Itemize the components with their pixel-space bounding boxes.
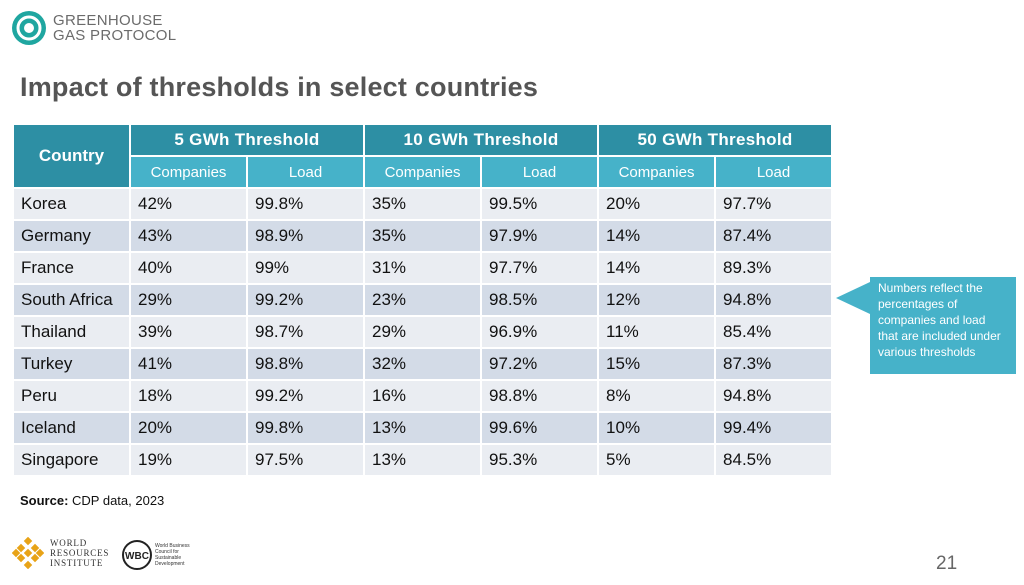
value-cell: 32% [364, 348, 481, 380]
value-cell: 94.8% [715, 284, 832, 316]
table-row [13, 252, 832, 284]
wri-logo [12, 537, 109, 569]
value-cell: 99.6% [481, 412, 598, 444]
subheader-load: Load [481, 156, 598, 188]
wri-line-2: RESOURCES [50, 548, 110, 558]
value-cell: 12% [598, 284, 715, 316]
country-cell: Iceland [13, 412, 130, 444]
value-cell: 95.3% [481, 444, 598, 476]
wbcsd-mark-text: WBC [125, 551, 149, 562]
value-cell: 39% [130, 316, 247, 348]
source-label: Source: [20, 493, 69, 508]
wri-line-3: INSTITUTE [50, 558, 104, 568]
value-cell: 43% [130, 220, 247, 252]
value-cell: 99.2% [247, 380, 364, 412]
table-row [13, 316, 832, 348]
wri-mark-icon [12, 537, 44, 569]
callout-pointer [836, 282, 870, 314]
country-cell: Turkey [13, 348, 130, 380]
country-cell: Thailand [13, 316, 130, 348]
country-cell: South Africa [13, 284, 130, 316]
value-cell: 98.9% [247, 220, 364, 252]
logo-line-2: GAS PROTOCOL [53, 27, 177, 44]
wbcsd-logo [121, 539, 201, 571]
value-cell: 31% [364, 252, 481, 284]
subheader-companies: Companies [598, 156, 715, 188]
value-cell: 99.8% [247, 412, 364, 444]
value-cell: 99.8% [247, 188, 364, 220]
value-cell: 97.7% [715, 188, 832, 220]
wri-line-1: WORLD [50, 538, 87, 548]
source-note [20, 493, 164, 508]
value-cell: 99.4% [715, 412, 832, 444]
value-cell: 8% [598, 380, 715, 412]
country-cell: Singapore [13, 444, 130, 476]
table-row [13, 380, 832, 412]
wbcsd-mark-icon [121, 539, 153, 571]
subheader-companies: Companies [130, 156, 247, 188]
slide-title: Impact of thresholds in select countries [20, 72, 539, 102]
subheader-load: Load [247, 156, 364, 188]
ghg-protocol-logo [11, 10, 176, 46]
value-cell: 16% [364, 380, 481, 412]
value-cell: 20% [130, 412, 247, 444]
logo-wordmark [53, 13, 176, 43]
value-cell: 40% [130, 252, 247, 284]
value-cell: 29% [364, 316, 481, 348]
table-row [13, 284, 832, 316]
value-cell: 96.9% [481, 316, 598, 348]
value-cell: 14% [598, 220, 715, 252]
table-row [13, 444, 832, 476]
value-cell: 87.3% [715, 348, 832, 380]
value-cell: 41% [130, 348, 247, 380]
group-header-50gwh: 50 GWh Threshold [598, 124, 832, 156]
value-cell: 99.5% [481, 188, 598, 220]
value-cell: 19% [130, 444, 247, 476]
value-cell: 98.5% [481, 284, 598, 316]
country-cell: Germany [13, 220, 130, 252]
subheader-companies: Companies [364, 156, 481, 188]
value-cell: 14% [598, 252, 715, 284]
value-cell: 18% [130, 380, 247, 412]
value-cell: 13% [364, 444, 481, 476]
value-cell: 97.9% [481, 220, 598, 252]
value-cell: 20% [598, 188, 715, 220]
callout-note: Numbers reflect the percentages of companies and load that are included under various thresholds [870, 277, 1016, 374]
country-column-header: Country [13, 124, 130, 188]
value-cell: 94.8% [715, 380, 832, 412]
value-cell: 98.8% [481, 380, 598, 412]
value-cell: 98.7% [247, 316, 364, 348]
table-row [13, 188, 832, 220]
value-cell: 10% [598, 412, 715, 444]
value-cell: 99% [247, 252, 364, 284]
value-cell: 29% [130, 284, 247, 316]
value-cell: 11% [598, 316, 715, 348]
country-cell: Korea [13, 188, 130, 220]
value-cell: 87.4% [715, 220, 832, 252]
value-cell: 98.8% [247, 348, 364, 380]
table-row [13, 220, 832, 252]
value-cell: 97.7% [481, 252, 598, 284]
wri-wordmark [50, 538, 109, 568]
ghg-globe-icon [11, 10, 47, 46]
source-text: CDP data, 2023 [68, 493, 165, 508]
value-cell: 84.5% [715, 444, 832, 476]
wbcsd-wordmark: World Business Council for Sustainable Development [155, 543, 190, 567]
country-cell: France [13, 252, 130, 284]
value-cell: 23% [364, 284, 481, 316]
value-cell: 13% [364, 412, 481, 444]
value-cell: 35% [364, 220, 481, 252]
table-row [13, 412, 832, 444]
page-number: 21 [936, 553, 958, 574]
value-cell: 89.3% [715, 252, 832, 284]
value-cell: 15% [598, 348, 715, 380]
value-cell: 35% [364, 188, 481, 220]
group-header-10gwh: 10 GWh Threshold [364, 124, 598, 156]
logo-line-1: GREENHOUSE [53, 12, 163, 29]
thresholds-table [12, 123, 833, 477]
value-cell: 97.2% [481, 348, 598, 380]
country-cell: Peru [13, 380, 130, 412]
value-cell: 99.2% [247, 284, 364, 316]
value-cell: 85.4% [715, 316, 832, 348]
subheader-load: Load [715, 156, 832, 188]
group-header-5gwh: 5 GWh Threshold [130, 124, 364, 156]
value-cell: 97.5% [247, 444, 364, 476]
value-cell: 42% [130, 188, 247, 220]
table-row [13, 348, 832, 380]
value-cell: 5% [598, 444, 715, 476]
